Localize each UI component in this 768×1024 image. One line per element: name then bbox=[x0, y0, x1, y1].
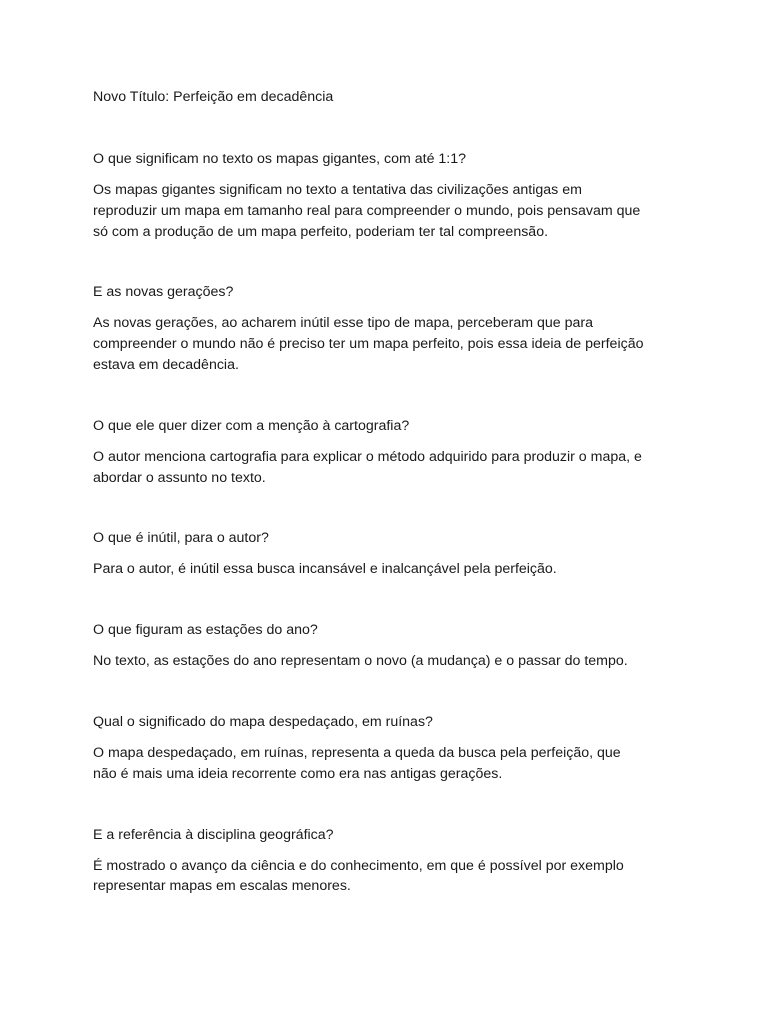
qa-section-2 bbox=[93, 282, 683, 375]
document-body bbox=[93, 87, 683, 897]
question-2: E as novas gerações? bbox=[93, 284, 234, 301]
question-1: O que significam no texto os mapas gigantes, com até 1:1? bbox=[93, 151, 467, 167]
question-4: O que é inútil, para o autor? bbox=[93, 530, 269, 547]
answer-line: O mapa despedaçado, em ruínas, representa a queda da busca pela perfeição, que bbox=[93, 744, 621, 761]
answer-4 bbox=[93, 559, 683, 580]
qa-section-5 bbox=[93, 620, 683, 672]
answer-line: No texto, as estações do ano representam o novo (a mudança) e o passar do tempo. bbox=[93, 653, 628, 670]
answer-2 bbox=[93, 313, 683, 375]
answer-line: reproduzir um mapa em tamanho real para compreender o mundo, pois pensavam que bbox=[93, 202, 641, 219]
qa-section-4 bbox=[93, 528, 683, 580]
answer-line: não é mais uma ideia recorrente como era nas antigas gerações. bbox=[93, 765, 503, 782]
answer-line: O autor menciona cartografia para explicar o método adquirido para produzir o mapa, e bbox=[93, 448, 642, 465]
answer-line: abordar o assunto no texto. bbox=[93, 469, 266, 486]
answer-line: estava em decadência. bbox=[93, 356, 239, 373]
answer-5 bbox=[93, 651, 683, 672]
answer-line: Os mapas gigantes significam no texto a tentativa das civilizações antigas em bbox=[93, 182, 582, 198]
answer-line: só com a produção de um mapa perfeito, poderiam ter tal compreensão. bbox=[93, 223, 549, 240]
answer-7 bbox=[93, 856, 683, 898]
qa-section-7 bbox=[93, 825, 683, 898]
question-3: O que ele quer dizer com a menção à cartografia? bbox=[93, 417, 410, 434]
question-5: O que figuram as estações do ano? bbox=[93, 622, 318, 639]
answer-line: representar mapas em escalas menores. bbox=[93, 878, 351, 895]
answer-3 bbox=[93, 447, 683, 489]
document-title: Novo Título: Perfeição em decadência bbox=[93, 89, 334, 105]
answer-line: É mostrado o avanço da ciência e do conhecimento, em que é possível por exemplo bbox=[93, 857, 624, 874]
question-6: Qual o significado do mapa despedaçado, em ruínas? bbox=[93, 713, 433, 730]
answer-line: Para o autor, é inútil essa busca incansável e inalcançável pela perfeição. bbox=[93, 561, 557, 578]
qa-section-3 bbox=[93, 416, 683, 489]
answer-line: compreender o mundo não é preciso ter um mapa perfeito, pois essa ideia de perfeição bbox=[93, 336, 644, 353]
qa-section-1 bbox=[93, 149, 683, 242]
answer-6 bbox=[93, 743, 683, 785]
question-7: E a referência à disciplina geográfica? bbox=[93, 826, 334, 843]
answer-1 bbox=[93, 180, 683, 242]
answer-line: As novas gerações, ao acharem inútil esse tipo de mapa, perceberam que para bbox=[93, 315, 594, 332]
qa-section-6 bbox=[93, 712, 683, 785]
